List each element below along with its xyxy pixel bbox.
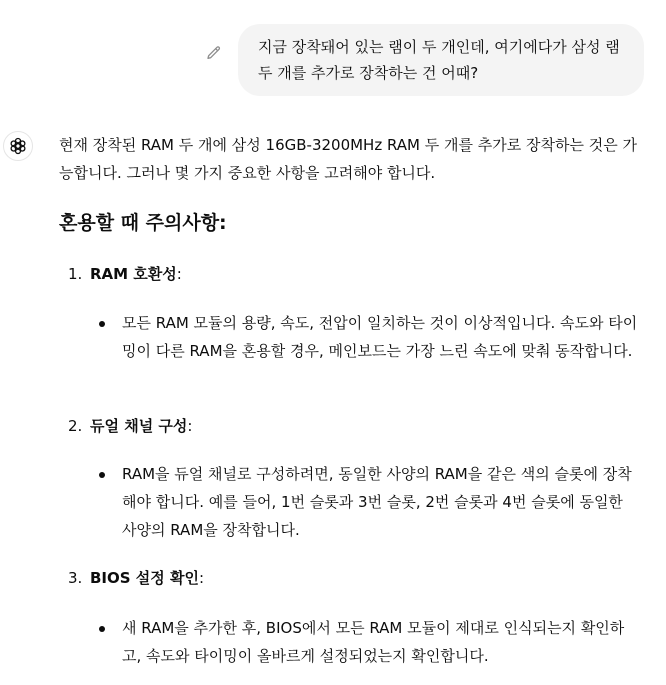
- list-title: [90, 261, 182, 287]
- bullet-text: 모든 RAM 모듈의 용량, 속도, 전압이 일치하는 것이 이상적입니다. 속도와 타이밍이 다른 RAM을 혼용할 경우, 메인보드는 가장 느린 속도에 맞춰 동작합니다.: [122, 314, 638, 360]
- bullet-text: RAM을 듀얼 채널로 구성하려면, 동일한 사양의 RAM을 같은 색의 슬롯에 장착해야 합니다. 예를 들어, 1번 슬롯과 3번 슬롯, 2번 슬롯과 4번 슬롯에 동일한 사양의 RAM을 장착합니다.: [122, 465, 632, 539]
- pencil-icon: [206, 45, 222, 61]
- list-title-colon: :: [187, 417, 193, 435]
- bullet-item: [99, 614, 639, 670]
- openai-logo-icon: [8, 136, 28, 156]
- list-title-bold: BIOS 설정 확인: [90, 569, 199, 587]
- edit-message-button[interactable]: [200, 39, 228, 67]
- list-title-bold: 듀얼 채널 구성: [90, 417, 188, 435]
- list-title: [90, 413, 192, 439]
- list-number: 2.: [68, 417, 83, 435]
- bullet-text: 새 RAM을 추가한 후, BIOS에서 모든 RAM 모듈이 제대로 인식되는지 확인하고, 속도와 타이밍이 올바르게 설정되었는지 확인합니다.: [122, 619, 625, 665]
- list-title: [90, 565, 204, 591]
- list-title-bold: RAM 호환성: [90, 265, 177, 283]
- list-number: 1.: [68, 265, 83, 283]
- intro-paragraph: 현재 장착된 RAM 두 개에 삼성 16GB-3200MHz RAM 두 개를 추가로 장착하는 것은 가능합니다. 그러나 몇 가지 중요한 사항을 고려해야 합니다.: [59, 136, 637, 182]
- assistant-avatar: [3, 131, 33, 161]
- list-number: 3.: [68, 569, 83, 587]
- list-title-colon: :: [198, 569, 205, 587]
- bullet-item: [99, 309, 639, 365]
- bullet-dot: [99, 626, 105, 632]
- bullet-item: [99, 460, 639, 544]
- bullet-dot: [99, 321, 105, 327]
- section-heading: 혼용할 때 주의사항:: [59, 212, 227, 234]
- assistant-content: [59, 131, 641, 665]
- user-message-row: [200, 24, 644, 96]
- list-title-colon: :: [176, 265, 182, 283]
- bullet-dot: [99, 472, 105, 478]
- user-message-bubble: 지금 장착돼어 있는 램이 두 개인데, 여기에다가 삼성 램 두 개를 추가로 장착하는 건 어때?: [238, 24, 644, 96]
